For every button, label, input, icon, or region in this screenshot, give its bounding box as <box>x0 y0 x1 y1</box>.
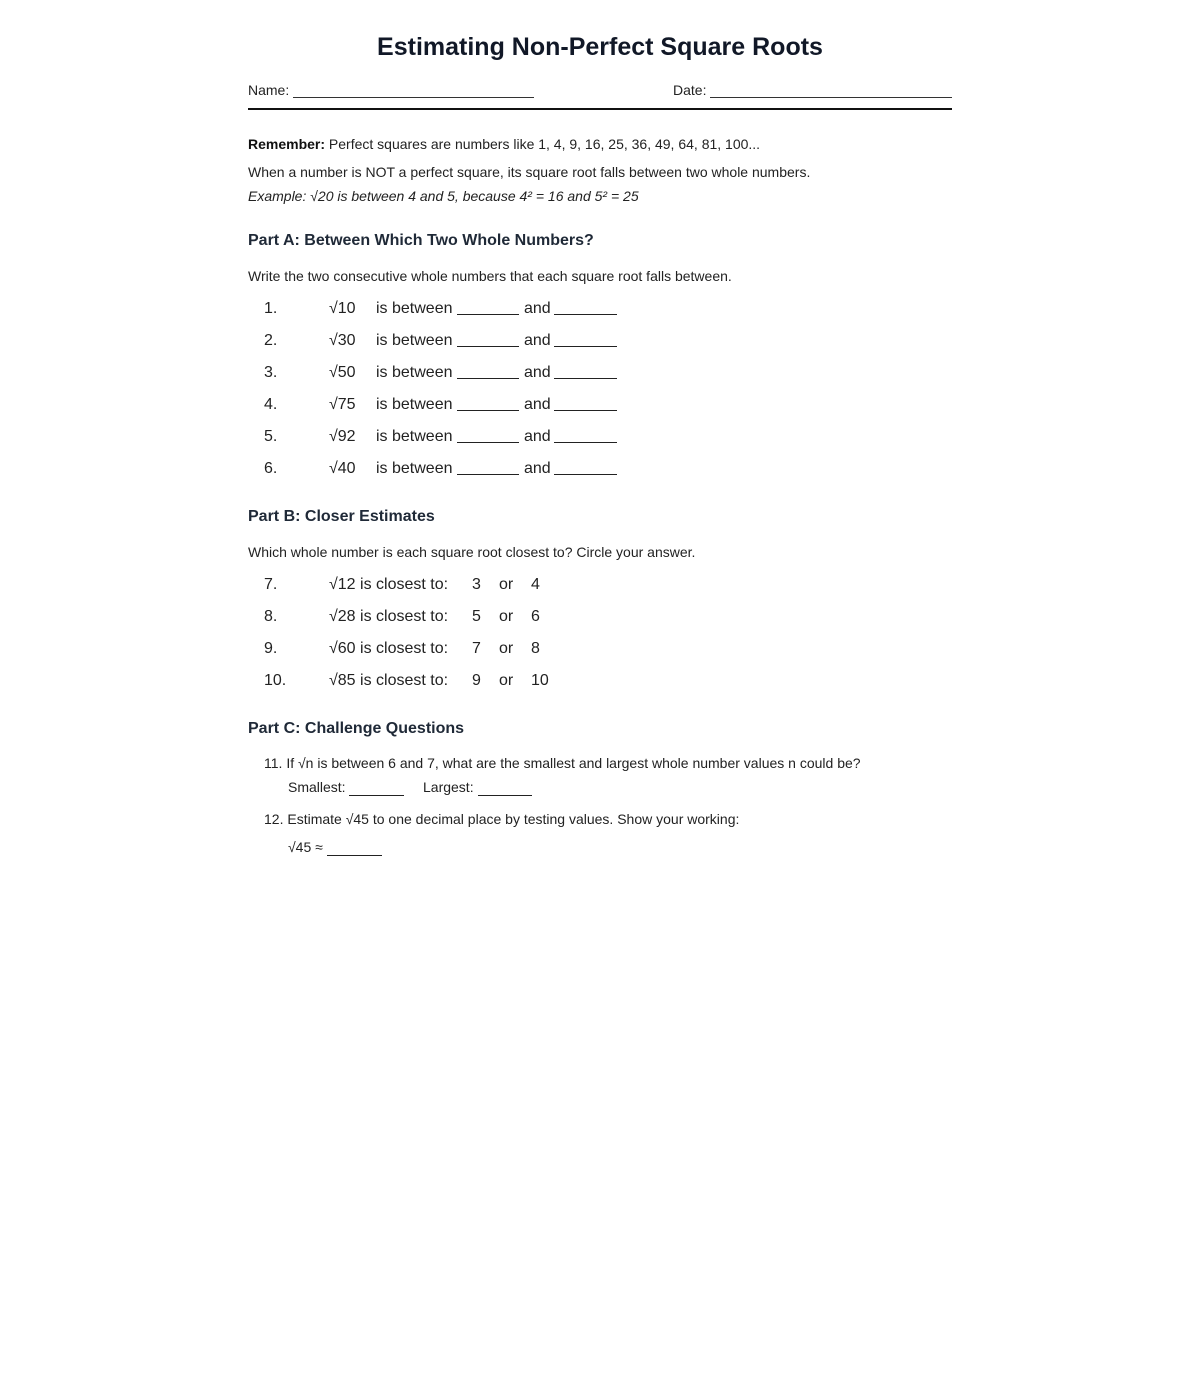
upper-bound-blank[interactable] <box>554 396 617 416</box>
between-label: is between <box>376 364 453 381</box>
upper-bound-blank[interactable] <box>554 364 617 384</box>
remember-note <box>248 135 760 153</box>
page-title: Estimating Non-Perfect Square Roots <box>377 33 823 61</box>
upper-bound-blank[interactable] <box>554 300 617 320</box>
lower-bound-blank[interactable] <box>457 460 519 480</box>
square-root: √40 <box>329 460 356 477</box>
question-number: 7. <box>264 576 278 593</box>
square-root: √92 <box>329 428 356 445</box>
question-number: 5. <box>264 428 278 445</box>
part-b-instruction: Which whole number is each square root closest to? Circle your answer. <box>248 544 696 560</box>
option-2[interactable]: 4 <box>531 576 540 593</box>
between-label: is between <box>376 460 453 477</box>
lower-bound-blank[interactable] <box>457 300 519 320</box>
option-2[interactable]: 8 <box>531 640 540 657</box>
part-b-heading: Part B: Closer Estimates <box>248 508 435 525</box>
and-label: and <box>524 364 551 381</box>
or-label: or <box>499 576 514 593</box>
question-number: 10. <box>264 672 287 689</box>
option-1[interactable]: 9 <box>472 672 481 689</box>
question-11-text: 11. If √n is between 6 and 7, what are the smallest and largest whole number values n could be? <box>264 755 861 771</box>
lower-bound-blank[interactable] <box>457 332 519 352</box>
and-label: and <box>524 460 551 477</box>
square-root: √30 <box>329 332 356 349</box>
name-date-row <box>248 80 952 100</box>
question-number: 2. <box>264 332 278 349</box>
sqrt45-approx-label: √45 ≈ <box>288 839 323 855</box>
question-number: 4. <box>264 396 278 413</box>
or-label: or <box>499 640 514 657</box>
question-12-text: 12. Estimate √45 to one decimal place by testing values. Show your working: <box>264 811 740 827</box>
smallest-blank[interactable] <box>349 781 404 799</box>
date-field[interactable] <box>710 97 952 98</box>
and-label: and <box>524 332 551 349</box>
lower-bound-blank[interactable] <box>457 428 519 448</box>
option-1[interactable]: 7 <box>472 640 481 657</box>
sqrt45-blank[interactable] <box>327 841 382 859</box>
question-number: 3. <box>264 364 278 381</box>
closest-prompt: √28 is closest to: <box>329 608 449 625</box>
upper-bound-blank[interactable] <box>554 428 617 448</box>
name-label: Name: <box>248 82 290 98</box>
between-label: is between <box>376 428 453 445</box>
and-label: and <box>524 396 551 413</box>
question-number: 8. <box>264 608 278 625</box>
part-a-heading: Part A: Between Which Two Whole Numbers? <box>248 232 594 249</box>
option-2[interactable]: 6 <box>531 608 540 625</box>
and-label: and <box>524 428 551 445</box>
upper-bound-blank[interactable] <box>554 460 617 480</box>
lower-bound-blank[interactable] <box>457 364 519 384</box>
smallest-label: Smallest: <box>288 779 346 795</box>
question-number: 9. <box>264 640 278 657</box>
intro-example: Example: √20 is between 4 and 5, because 4² = 16 and 5² = 25 <box>248 188 639 204</box>
largest-label: Largest: <box>423 779 474 795</box>
remember-label: Remember: <box>248 136 326 152</box>
lower-bound-blank[interactable] <box>457 396 519 416</box>
intro-line: When a number is NOT a perfect square, its square root falls between two whole numbers. <box>248 164 811 180</box>
closest-prompt: √85 is closest to: <box>329 672 449 689</box>
closest-prompt: √12 is closest to: <box>329 576 449 593</box>
or-label: or <box>499 672 514 689</box>
header-divider <box>248 108 952 110</box>
between-label: is between <box>376 300 453 317</box>
between-label: is between <box>376 332 453 349</box>
largest-blank[interactable] <box>478 781 532 799</box>
square-root: √10 <box>329 300 356 317</box>
between-label: is between <box>376 396 453 413</box>
or-label: or <box>499 608 514 625</box>
remember-text: Perfect squares are numbers like 1, 4, 9, 16, 25, 36, 49, 64, 81, 100... <box>328 136 761 152</box>
closest-prompt: √60 is closest to: <box>329 640 449 657</box>
upper-bound-blank[interactable] <box>554 332 617 352</box>
option-1[interactable]: 5 <box>472 608 481 625</box>
part-a-instruction: Write the two consecutive whole numbers that each square root falls between. <box>248 268 732 284</box>
option-1[interactable]: 3 <box>472 576 481 593</box>
option-2[interactable]: 10 <box>531 672 549 689</box>
date-label: Date: <box>673 82 707 98</box>
and-label: and <box>524 300 551 317</box>
question-number: 6. <box>264 460 278 477</box>
square-root: √50 <box>329 364 356 381</box>
name-field[interactable] <box>293 97 534 98</box>
square-root: √75 <box>329 396 356 413</box>
part-c-heading: Part C: Challenge Questions <box>248 720 465 737</box>
question-number: 1. <box>264 300 278 317</box>
